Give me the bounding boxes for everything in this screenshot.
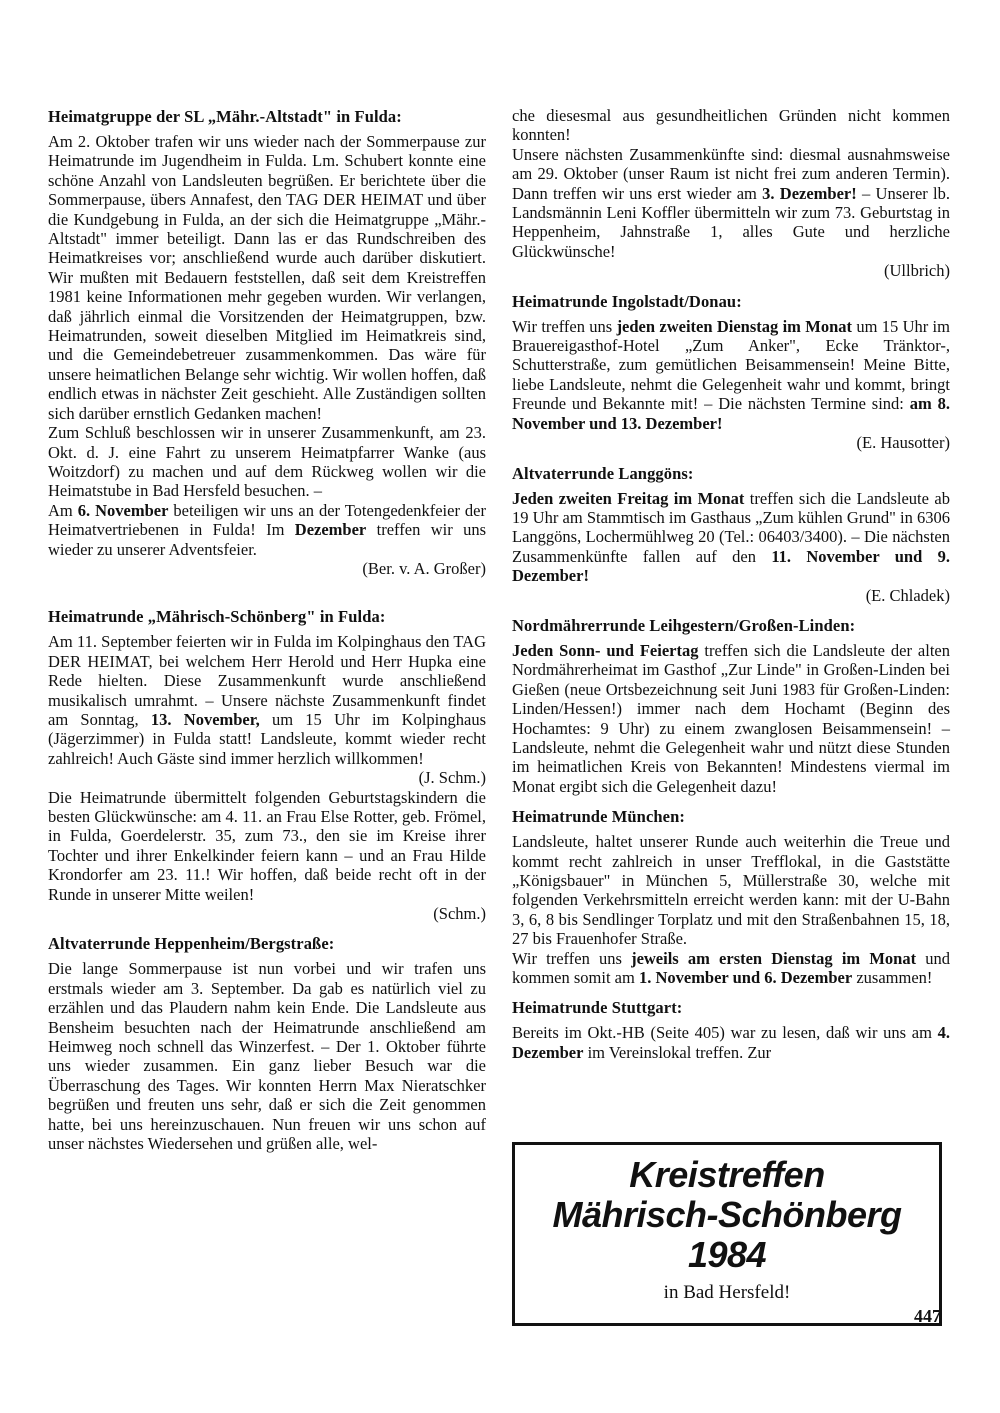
text-run: treffen wir uns wieder zu unserer Adventsfeier.	[48, 520, 486, 559]
announcement-year: 1984	[687, 1234, 767, 1275]
text-run: Unsere nächsten Zusammenkünfte sind: diesmal ausnahmsweise am 29. Oktober (unser Raum ist nicht frei zum anderen Termin). Dann treffen wir uns erst wieder am	[512, 144, 950, 203]
paragraph	[48, 501, 486, 559]
signature: (Schm.)	[433, 904, 486, 924]
bold-text: am 8. November und 13. Dezember!	[512, 394, 951, 433]
paragraph	[512, 949, 950, 988]
bold-text: Jeden zweiten Freitag im Monat	[512, 488, 745, 508]
paragraph	[512, 145, 950, 261]
paragraph: Landsleute, haltet unserer Runde auch weiterhin die Treue und kommt recht zahlreich in unser Trefflokal, in die Gaststätte „Königsbauer" in München 5, Müllerstraße 30, welche mit folgenden Verkehrsmitteln erreicht werden kann: mit der U-Bahn 3, 6, 8 bis Sendlinger Torplatz und mit den Straßenbahnen 15, 18, 27 bis Frauenhofer Straße.	[512, 832, 950, 949]
section-heppenheim-continued	[512, 106, 950, 281]
announcement-title-line: Kreistreffen	[629, 1154, 825, 1195]
section-maehr-altstadt	[48, 106, 486, 578]
section-langgoens	[512, 463, 950, 605]
text-run: im Vereinslokal treffen. Zur	[583, 1042, 772, 1062]
text-run: beteiligen wir uns an der Totengedenkfeier der Heimatvertriebenen in Fulda! Im	[48, 500, 486, 540]
paragraph	[512, 641, 950, 796]
signature: (Ber. v. A. Großer)	[362, 558, 486, 578]
bold-text: Dezember	[294, 520, 367, 540]
bold-text: jeweils am ersten Dienstag im Monat	[631, 948, 917, 968]
text-run: zusammen!	[852, 968, 933, 988]
text-run: Am 11. September feierten wir in Fulda im Kolpinghaus den TAG DER HEIMAT, bei welchem Herr Herold und Herr Hupka eine Rede hielten. Diese Zusammenkunft wurde anschließend musikalisch umrahmt. – Unsere nächste Zusammenkunft findet am Sonntag,	[48, 632, 486, 729]
section-maehrisch-schoenberg	[48, 606, 486, 923]
announcement-content	[515, 1145, 939, 1305]
paragraph: Am 2. Oktober trafen wir uns wieder nach der Sommerpause zur Heimatrunde im Jugendheim in Fulda. Lm. Schubert konnte eine schöne Anzahl von Landsleuten begrüßen. Er berichtete über die Sommerpause, übers Annafest, den TAG DER HEIMAT und über die Kundgebung in Fulda, an der sich die Heimatgruppe „Mähr.-Altstadt" immer beteiligt. Dann las er das Rundschreiben des Heimatkreises vor; anschließend wurde auch darüber diskutiert. Wir mußten mit Bedauern feststellen, daß seit dem Kreistreffen 1981 keine Informationen mehr gegeben wurden. Wir verlangen, daß jährlich einmal die Vorsitzenden der Heimatgruppen, bzw. Heimatrunden, soweit dieselben Mitglied im Heimatkreis sind, und die Gemeindebetreuer zusammenkommen. Das wäre für unsere heimatlichen Belange sehr wichtig. Wir wollen hoffen, daß endlich etwas in nächster Zeit geschieht. Alle Zuständigen sollten sich darüber ernstlich Gedanken machen!	[48, 132, 486, 423]
section-stuttgart	[512, 997, 950, 1062]
signature: (E. Hausotter)	[856, 433, 950, 453]
section-muenchen	[512, 806, 950, 987]
paragraph: Zum Schluß beschlossen wir in unserer Zusammenkunft, am 23. Okt. d. J. eine Fahrt zu unserem Heimatpfarrer Wanke (aus Woitzdorf) zu machen und auf dem Rückweg wollen wir die Heimatstube in Bad Hersfeld besuchen. –	[48, 423, 486, 501]
section-ingolstadt	[512, 291, 950, 453]
text-run: um 15 Uhr im Kolpinghaus (Jägerzimmer) in Fulda statt! Landsleute, kommt wieder recht zahlreich! Auch Gäste sind immer herzlich willkommen!	[48, 709, 486, 768]
paragraph	[512, 489, 950, 586]
bold-text: 4. Dezember	[512, 1023, 950, 1062]
text-run: treffen sich die Landsleute der alten Nordmährerheimat im Gasthof „Zur Linde" in Großen-Linden bei Gießen (neue Ortsbezeichnung seit Juni 1983 für Großen-Linden: Linden/Hessen!) immer nach dem Hochamt (Beginn des Hochamtes: 9 Uhr) zu einem zwanglosen Beisammensein! – Landsleute, nehmt die Gelegenheit wahr und nützt diese Stunden im heimatlichen Kreis von Bekannten! Mindestens viermal im Monat ergibt sich die Gelegenheit dazu!	[512, 640, 950, 796]
section-heading: Altvaterrunde Langgöns:	[512, 463, 694, 483]
section-heppenheim	[48, 933, 486, 1153]
right-column	[512, 106, 950, 1072]
paragraph: Die lange Sommerpause ist nun vorbei und wir trafen uns erstmals wieder am 3. September. Da gab es natürlich viel zu erzählen und das Plaudern nahm kein Ende. Die Landsleute aus Bensheim besuchten nach der Heimatrunde anschließend am Heimweg noch schnell das Winzerfest. – Der 1. Oktober führte uns wieder zusammen. Ein ganz lieber Besuch war die Überraschung des Tages. Wir konnten Herrn Max Nieratschker begrüßen und freuten uns sehr, daß er sich die Zeit genommen hatte, bei uns hereinzuschauen. Nun freuen wir uns schon auf unser nächstes Wiedersehen und grüßen alle, wel-	[48, 959, 486, 1154]
left-column	[48, 106, 486, 1164]
text-run: Bereits im Okt.-HB (Seite 405) war zu lesen, daß wir uns am	[512, 1023, 938, 1043]
text-run: um 15 Uhr im Brauereigasthof-Hotel „Zum Anker", Ecke Tränktor-, Schutterstraße, zum gemütlichen Beisammensein! Meine Bitte, liebe Landsleute, nehmt die Gelegenheit wahr und kommt, bringt Freunde und Bekannte mit! – Die nächsten Termine sind:	[512, 316, 950, 414]
signature: (Ullbrich)	[884, 261, 950, 281]
section-heading: Heimatrunde Ingolstadt/Donau:	[512, 291, 742, 311]
signature: (E. Chladek)	[865, 585, 950, 605]
signature: (J. Schm.)	[418, 768, 486, 788]
bold-text: jeden zweiten Dienstag im Monat	[616, 316, 852, 336]
bold-text: 13. November,	[150, 709, 260, 729]
section-heading: Heimatrunde München:	[512, 807, 685, 827]
paragraph: Die Heimatrunde übermittelt folgenden Geburtstagskindern die besten Glückwünsche: am 4. 11. an Frau Else Rotter, geb. Frömel, in Fulda, Goerdelerstr. 35, zum 73., den sie im Kreise ihrer Tochter und ihrer Enkelkinder feiern kann – und an Frau Hilde Krondorfer am 23. 11.! Wir hoffen, daß beide recht oft in der Runde in unserer Mitte weilen!	[48, 787, 486, 904]
text-run: – Unserer lb. Landsmännin Leni Koffler übermitteln wir zum 73. Geburtstag in Heppenheim, Jahnstraße 1, alles Gute und herzliche Glückwünsche!	[512, 183, 950, 261]
text-run: treffen sich die Landsleute ab 19 Uhr am Stammtisch im Gasthaus „Zum kühlen Grund" in 6306 Langgöns, Lochermühlweg 20 (Tel.: 06403/3400). – Die nächsten Zusammenkünfte fallen auf den	[512, 488, 950, 566]
bold-text: 1. November und 6. Dezember	[638, 968, 853, 988]
text-run: und kommen somit am	[512, 948, 951, 988]
paragraph	[512, 317, 950, 433]
section-heading: Heimatrunde Stuttgart:	[512, 998, 683, 1018]
paragraph	[48, 632, 486, 768]
announcement-location: in Bad Hersfeld!	[663, 1282, 791, 1303]
text-run: Wir treffen uns	[512, 948, 632, 968]
paragraph	[512, 1023, 950, 1062]
bold-text: Jeden Sonn- und Feiertag	[512, 640, 699, 660]
announcement-title-line: Mährisch-Schönberg	[552, 1194, 902, 1235]
text-run: Wir treffen uns	[512, 316, 617, 336]
bold-text: 6. November	[77, 500, 169, 520]
spacer	[48, 588, 486, 606]
bold-text: 3. Dezember!	[762, 183, 857, 203]
section-heading: Altvaterrunde Heppenheim/Bergstraße:	[48, 934, 335, 954]
section-heading: Heimatgruppe der SL „Mähr.-Altstadt" in Fulda:	[48, 107, 402, 126]
paragraph: che diesesmal aus gesundheitlichen Gründen nicht kommen konnten!	[512, 106, 950, 145]
kreistreffen-announcement-box	[512, 1142, 942, 1326]
section-leihgestern	[512, 615, 950, 796]
text-run: Am	[48, 500, 78, 520]
bold-text: 11. November und 9. Dezember!	[512, 546, 950, 586]
page-number: 447	[914, 1306, 941, 1326]
section-heading: Heimatrunde „Mährisch-Schönberg" in Fulda:	[48, 607, 386, 627]
section-heading: Nordmährerrunde Leihgestern/Großen-Linden:	[512, 615, 856, 635]
